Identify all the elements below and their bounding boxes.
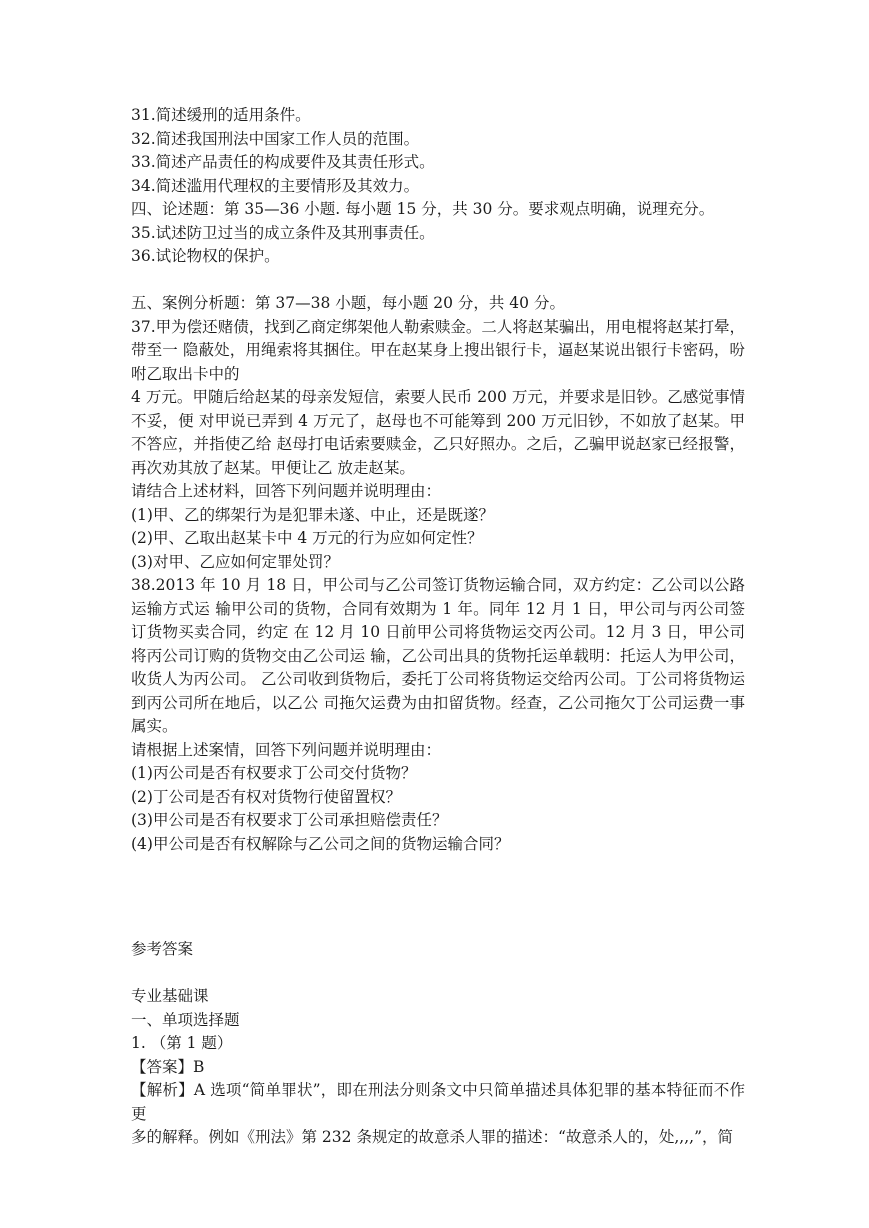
spacer <box>131 856 745 938</box>
section-heading-essay: 四、论述题：第 35—36 小题. 每小题 15 分，共 30 分。要求观点明确，说理充分。 <box>131 200 715 218</box>
answer-analysis-line-1: 【解析】A 选项“简单罪状”，即在刑法分则条文中只简单描述具体犯罪的基本特征而不作更 <box>131 1081 745 1123</box>
question-37-sub-1: (1)甲、乙的绑架行为是犯罪未遂、中止，还是既遂？ <box>131 505 494 524</box>
question-34: 34.简述滥用代理权的主要情形及其效力。 <box>131 176 420 195</box>
question-38-sub-4: (4)甲公司是否有权解除与乙公司之间的货物运输合同？ <box>131 834 510 853</box>
question-38-paragraph: 38.2013 年 10 月 18 日，甲公司与乙公司签订货物运输合同，双方约定：乙公司以公路运输方式运 输甲公司的货物，合同有效期为 1 年。同年 12 月 1 日，甲公司与丙公司签订货物买卖合同，约定 在 12 月 10 日前甲公司将货物运交丙公司。12 月 3 日，甲公司将丙公司订购的货物交由乙公司运 输，乙公司出具的货物托运单载明：托运人为甲公司，收货人为丙公司。 乙公司收到货物后，委托丁公司将货物运交给丙公司。丁公司将货物运到丙公司所在地后，以乙公 司拖欠运费为由扣留货物。经查，乙公司拖欠丁公司运费一事属实。 <box>131 576 745 735</box>
section-heading-case-analysis: 五、案例分析题：第 37—38 小题，每小题 20 分，共 40 分。 <box>131 294 565 312</box>
question-38-sub-1: (1)丙公司是否有权要求丁公司交付货物？ <box>131 764 417 782</box>
question-33: 33.简述产品责任的构成要件及其责任形式。 <box>131 153 435 171</box>
course-label: 专业基础课 <box>131 987 209 1005</box>
question-31: 31.简述缓刑的适用条件。 <box>131 106 311 124</box>
question-37-paragraph-1: 37.甲为偿还赌债，找到乙商定绑架他人勒索赎金。二人将赵某骗出，用电棍将赵某打晕，带至一 隐蔽处，用绳索将其捆住。甲在赵某身上搜出银行卡，逼赵某说出银行卡密码，吩咐乙取出卡中的 <box>131 317 745 383</box>
question-37-sub-3: (3)对甲、乙应如何定罪处罚？ <box>131 552 339 571</box>
question-38-sub-2: (2)丁公司是否有权对货物行使留置权？ <box>131 787 401 806</box>
question-36: 36.试论物权的保护。 <box>131 247 280 265</box>
answer-item-number: 1. （第 1 题） <box>131 1034 233 1052</box>
spacer <box>131 962 745 986</box>
question-38-prompt: 请根据上述案情，回答下列问题并说明理由： <box>131 740 442 759</box>
question-35: 35.试述防卫过当的成立条件及其刑事责任。 <box>131 223 435 242</box>
question-37-sub-2: (2)甲、乙取出赵某卡中 4 万元的行为应如何定性？ <box>131 529 483 547</box>
answer-analysis-line-2: 多的解释。例如《刑法》第 232 条规定的故意杀人罪的描述：“故意杀人的，处,,,,”，简 <box>131 1128 733 1146</box>
answers-heading: 参考答案 <box>131 940 194 958</box>
question-37-paragraph-2: 4 万元。甲随后给赵某的母亲发短信，索要人民币 200 万元，并要求是旧钞。乙感觉事情不妥，便 对甲说已弄到 4 万元了，赵母也不可能筹到 200 万元旧钞，不如放了赵某。甲不答应，并指使乙给 赵母打电话索要赎金，乙只好照办。之后，乙骗甲说赵家已经报警，再次劝其放了赵某。甲便让乙 放走赵某。 <box>131 388 745 477</box>
question-37-prompt: 请结合上述材料，回答下列问题并说明理由： <box>131 482 442 500</box>
question-38-sub-3: (3)甲公司是否有权要求丁公司承担赔偿责任？ <box>131 811 448 829</box>
document-content <box>131 104 745 1150</box>
spacer <box>131 269 745 293</box>
question-32: 32.简述我国刑法中国家工作人员的范围。 <box>131 129 420 148</box>
answer-value: 【答案】B <box>131 1057 205 1076</box>
answers-section-heading: 一、单项选择题 <box>131 1010 240 1029</box>
